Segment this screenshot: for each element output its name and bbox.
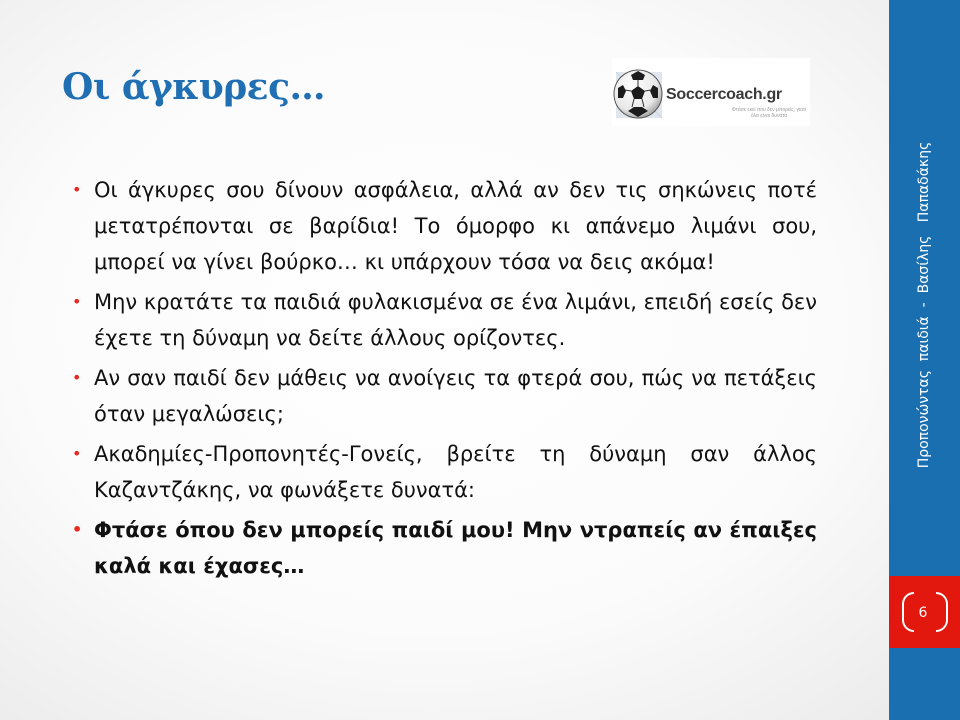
bullet-item (72, 284, 817, 356)
bullet-icon: • (72, 292, 82, 311)
bullet-item-emphasis (72, 512, 817, 584)
bullet-text: Ακαδημίες-Προπονητές-Γονείς, βρείτε τη δύναμη σαν άλλος Καζαντζάκης, να φωνάξετε δυνατά: (94, 442, 817, 502)
bullet-text: Οι άγκυρες σου δίνουν ασφάλεια, αλλά αν δεν τις σηκώνεις ποτέ μετατρέπονται σε βαρίδια! Το όμορφο κι απάνεμο λιμάνι σου, μπορεί να γίνει βούρκο… κι υπάρχουν τόσα να δεις ακόμα! (94, 178, 817, 274)
bullet-icon: • (72, 368, 82, 387)
bullet-item (72, 436, 817, 508)
bullet-icon: • (72, 444, 82, 463)
bullet-text: Φτάσε όπου δεν μπορείς παιδί μου! Μην ντραπείς αν έπαιξες καλά και έχασες… (94, 518, 817, 578)
footer-text: Προπονώντας παιδιά - Βασίλης Παπαδάκης (916, 141, 932, 469)
bullet-text: Αν σαν παιδί δεν μάθεις να ανοίγεις τα φτερά σου, πώς να πετάξεις όταν μεγαλώσεις; (94, 366, 817, 426)
bullet-list (72, 172, 817, 588)
slide-title: Οι άγκυρες… (62, 66, 325, 108)
page-number: 6 (918, 605, 928, 621)
logo-tagline: Φτάσε εκεί που δεν μπορείς, γιατί όλα είναι δυνατά (731, 107, 807, 119)
bullet-item (72, 360, 817, 432)
bullet-icon: • (72, 180, 82, 199)
bullet-text: Μην κρατάτε τα παιδιά φυλακισμένα σε ένα λιμάνι, επειδή εσείς δεν έχετε τη δύναμη να δείτε άλλους ορίζοντες. (94, 290, 817, 350)
bullet-icon: • (72, 520, 83, 539)
logo-text: Soccercoach.gr (666, 86, 782, 103)
soccercoach-logo (612, 58, 810, 126)
bullet-item (72, 172, 817, 280)
